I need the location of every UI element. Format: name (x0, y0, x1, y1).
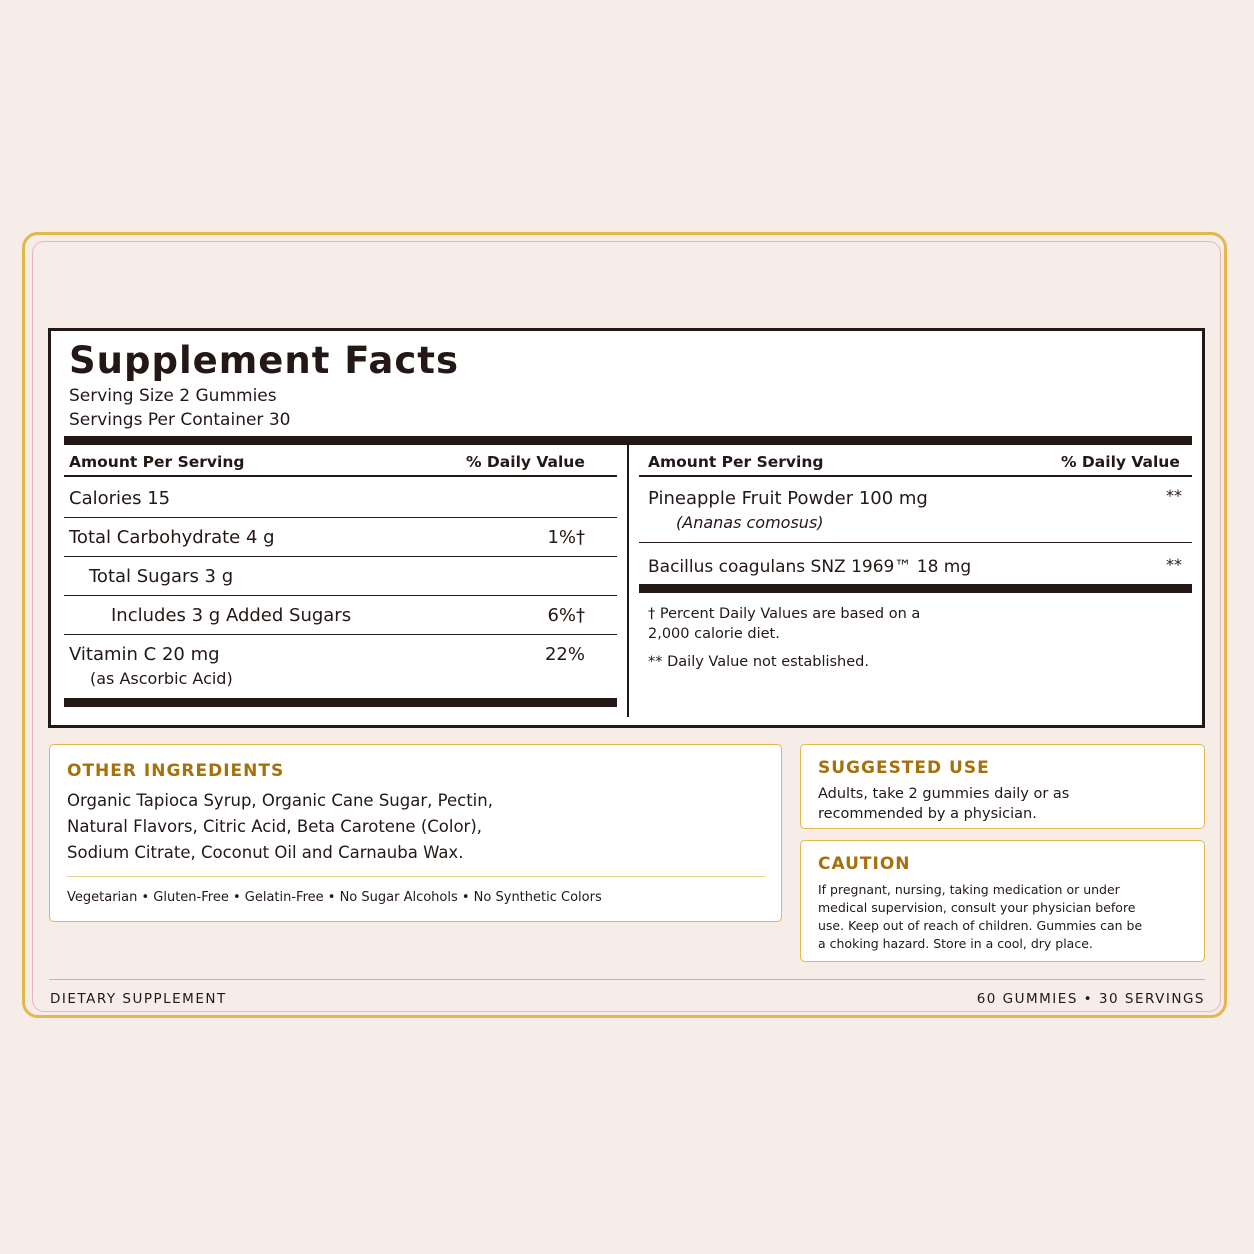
row-added-sugars: Includes 3 g Added Sugars (111, 605, 352, 626)
footnote-not-established: ** Daily Value not established. (648, 654, 869, 670)
footnote-daily-values-line-1: † Percent Daily Values are based on a (648, 606, 921, 622)
caution-line-2: medical supervision, consult your physician before (818, 900, 1136, 915)
row-calories: Calories 15 (69, 488, 171, 509)
suggested-use-heading: SUGGESTED USE (818, 758, 990, 778)
row-rule (64, 634, 617, 635)
dv-pineapple-powder: ** (1166, 486, 1182, 505)
suggested-use-box (800, 744, 1205, 829)
column-divider (627, 445, 629, 717)
row-rule (639, 542, 1192, 543)
left-amount-header: Amount Per Serving (69, 453, 245, 471)
right-bottom-thick-rule (639, 584, 1192, 593)
footer-product-type: DIETARY SUPPLEMENT (50, 991, 227, 1007)
right-amount-header: Amount Per Serving (648, 453, 824, 471)
row-vitamin-c-source: (as Ascorbic Acid) (90, 669, 233, 688)
ingredients-line-3: Sodium Citrate, Coconut Oil and Carnauba Wax. (67, 843, 464, 862)
dietary-claims: Vegetarian • Gluten-Free • Gelatin-Free • No Sugar Alcohols • No Synthetic Colors (67, 890, 602, 905)
dv-vitamin-c: 22% (544, 644, 585, 665)
left-bottom-thick-rule (64, 698, 617, 707)
row-vitamin-c: Vitamin C 20 mg (69, 644, 220, 665)
dv-bacillus-coagulans: ** (1166, 555, 1182, 574)
caution-text (818, 881, 1142, 953)
row-pineapple-powder: Pineapple Fruit Powder 100 mg (648, 488, 928, 509)
row-total-carbohydrate: Total Carbohydrate 4 g (69, 527, 275, 548)
footnote-daily-values-line-2: 2,000 calorie diet. (648, 626, 780, 642)
ingredients-divider (67, 876, 765, 877)
other-ingredients-heading: OTHER INGREDIENTS (67, 761, 285, 781)
other-ingredients-box (49, 744, 782, 922)
row-rule (64, 556, 617, 557)
footnote-daily-values (648, 604, 920, 644)
row-rule (64, 517, 617, 518)
suggested-use-line-2: recommended by a physician. (818, 805, 1037, 822)
top-thick-rule (64, 436, 1192, 445)
other-ingredients-list (67, 788, 493, 866)
caution-box (800, 840, 1205, 962)
ingredients-line-1: Organic Tapioca Syrup, Organic Cane Sugar, Pectin, (67, 791, 493, 810)
dv-added-sugars: 6%† (547, 605, 585, 626)
serving-size: Serving Size 2 Gummies (69, 386, 277, 406)
facts-title: Supplement Facts (69, 339, 460, 382)
row-total-sugars: Total Sugars 3 g (89, 566, 234, 587)
footer-rule (49, 979, 1205, 980)
suggested-use-text (818, 785, 1069, 824)
caution-heading: CAUTION (818, 854, 911, 874)
dv-total-carbohydrate: 1%† (547, 527, 585, 548)
right-dv-header: % Daily Value (1061, 453, 1180, 471)
row-bacillus-coagulans: Bacillus coagulans SNZ 1969™ 18 mg (648, 557, 972, 577)
supplement-facts-panel (48, 328, 1205, 728)
right-header-rule (639, 475, 1192, 477)
ingredients-line-2: Natural Flavors, Citric Acid, Beta Carotene (Color), (67, 817, 483, 836)
suggested-use-line-1: Adults, take 2 gummies daily or as (818, 786, 1070, 802)
caution-line-3: use. Keep out of reach of children. Gummies can be (818, 918, 1143, 933)
left-dv-header: % Daily Value (466, 453, 585, 471)
row-pineapple-latin: (Ananas comosus) (676, 513, 824, 532)
servings-per-container: Servings Per Container 30 (69, 410, 291, 430)
left-header-rule (64, 475, 617, 477)
caution-line-1: If pregnant, nursing, taking medication or under (818, 882, 1120, 897)
caution-line-4: a choking hazard. Store in a cool, dry place. (818, 936, 1093, 951)
footer-count: 60 GUMMIES • 30 SERVINGS (976, 991, 1205, 1007)
row-rule (64, 595, 617, 596)
